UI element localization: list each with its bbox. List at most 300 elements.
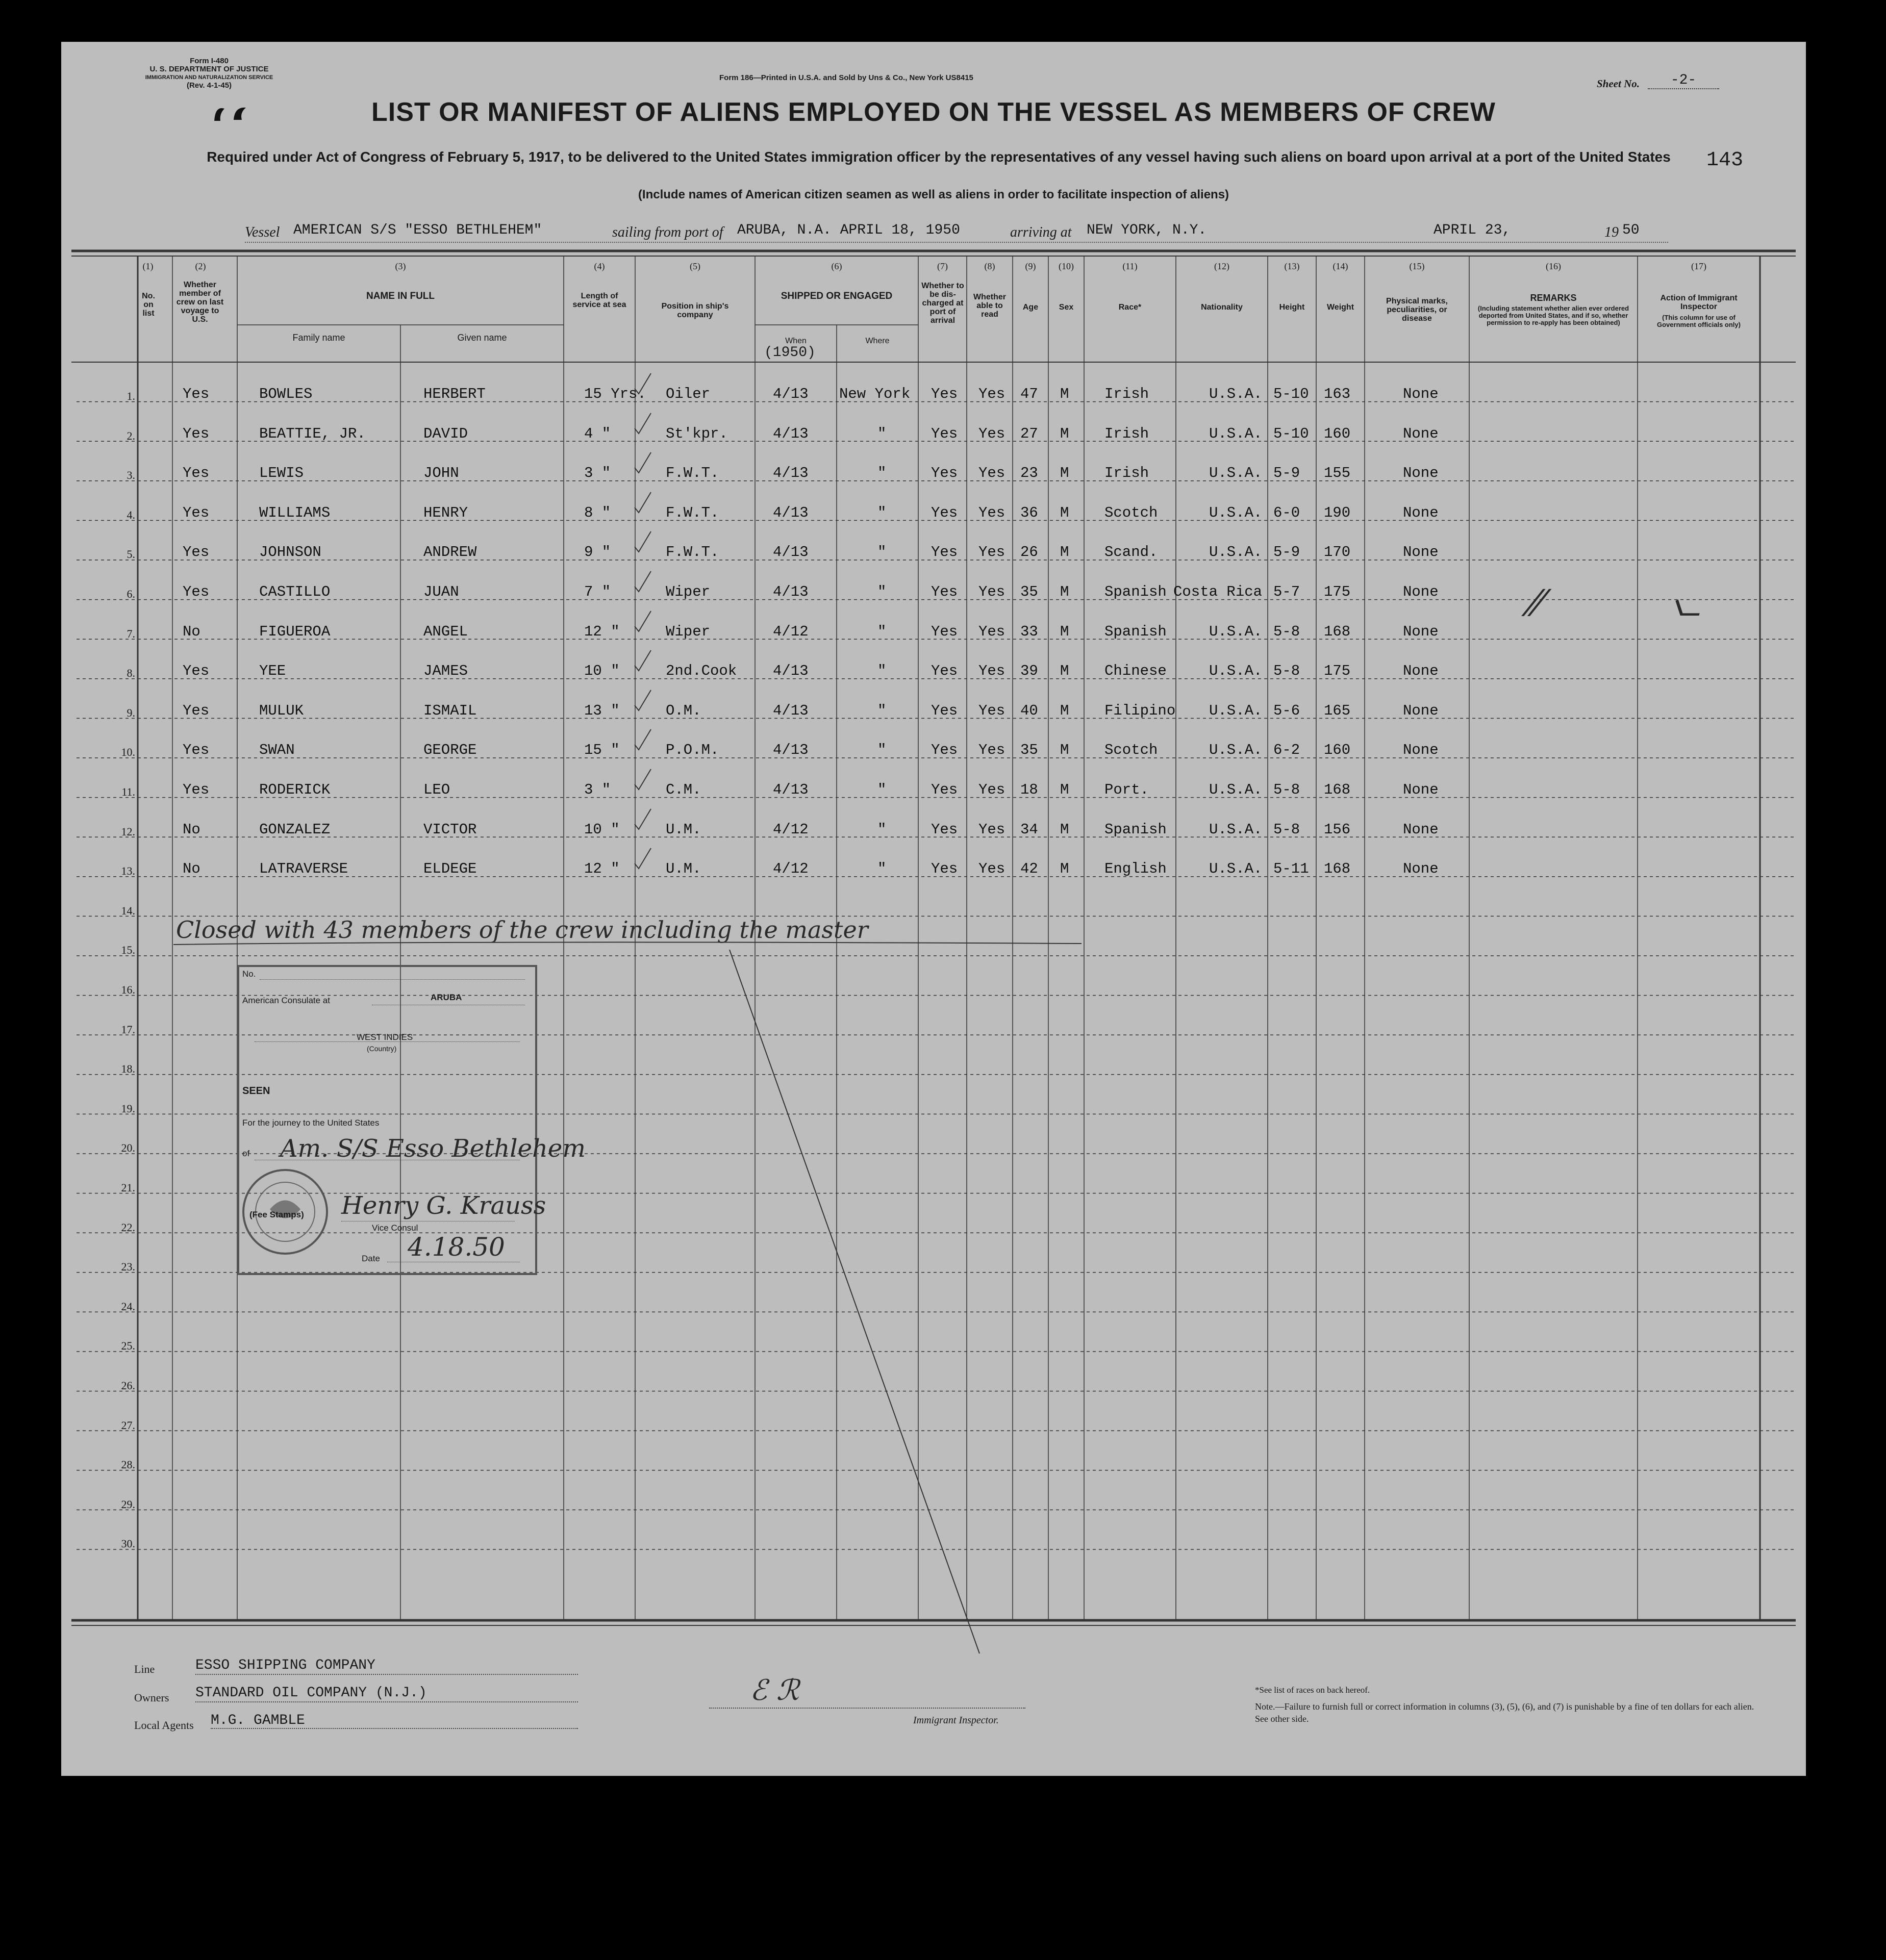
age-cell: 36 [1020, 504, 1038, 521]
shipped-where-cell: " [877, 544, 887, 561]
row-number: 28. [121, 1458, 135, 1471]
race-cell: Spanish [1104, 821, 1167, 838]
column-number: (4) [594, 261, 605, 271]
stamp-consulate-label: American Consulate at [242, 996, 330, 1005]
row-number: 5. [127, 548, 135, 561]
nationality-cell: U.S.A. [1209, 663, 1263, 680]
service-length-cell: 3 " [584, 465, 611, 482]
arrival-date: APRIL 23, [1434, 222, 1511, 238]
discharged-cell: Yes [931, 821, 958, 838]
race-cell: Scotch [1104, 742, 1158, 759]
discharged-cell: Yes [931, 386, 958, 402]
weight-cell: 175 [1324, 663, 1351, 680]
race-cell: Spanish [1104, 623, 1167, 640]
row-number: 24. [121, 1300, 135, 1313]
column-number: (13) [1284, 261, 1300, 271]
race-cell: Irish [1104, 465, 1149, 482]
row-number: 7. [127, 627, 135, 640]
races-note: *See list of races on back hereof. [1255, 1685, 1370, 1695]
able-to-read-cell: Yes [978, 742, 1005, 759]
shipped-when-cell: 4/13 [773, 544, 809, 561]
age-cell: 40 [1020, 702, 1038, 719]
column-header-nationality: Nationality [1201, 303, 1243, 312]
age-cell: 47 [1020, 386, 1038, 402]
owners-label: Owners [134, 1691, 169, 1704]
physical-marks-cell: None [1403, 544, 1439, 561]
height-cell: 5-9 [1273, 544, 1300, 561]
able-to-read-cell: Yes [978, 504, 1005, 521]
previous-voyage-cell: Yes [183, 742, 210, 759]
stamp-country-label: (Country) [367, 1045, 397, 1053]
weight-cell: 168 [1324, 623, 1351, 640]
previous-voyage-cell: Yes [183, 386, 210, 402]
previous-voyage-cell: Yes [183, 583, 210, 600]
shipped-where-cell: " [877, 781, 887, 798]
nationality-cell: U.S.A. [1209, 465, 1263, 482]
able-to-read-cell: Yes [978, 465, 1005, 482]
sex-cell: M [1060, 821, 1069, 838]
stamp-of-label: of [242, 1149, 250, 1158]
shipped-when-cell: 4/12 [773, 821, 809, 838]
manifest-page [61, 42, 1806, 1776]
age-cell: 34 [1020, 821, 1038, 838]
height-cell: 5-8 [1273, 623, 1300, 640]
age-cell: 39 [1020, 663, 1038, 680]
height-cell: 5-8 [1273, 821, 1300, 838]
stamp-journey: For the journey to the United States [242, 1118, 380, 1128]
stamp-vessel-handwritten: Am. S/S Esso Bethlehem [280, 1134, 586, 1163]
check-mark-icon [633, 807, 653, 832]
column-header-service-length: Length of service at sea [572, 292, 626, 309]
agents-label: Local Agents [134, 1719, 194, 1732]
position-cell: F.W.T. [666, 465, 719, 482]
previous-voyage-cell: No [183, 860, 200, 878]
closing-note: Closed with 43 members of the crew including the master [176, 916, 868, 944]
position-cell: U.M. [666, 860, 701, 878]
height-cell: 5-9 [1273, 465, 1300, 482]
row-number: 23. [121, 1260, 135, 1274]
column-header-shipped: SHIPPED OR ENGAGED [781, 291, 893, 301]
position-cell: F.W.T. [666, 504, 719, 521]
sex-cell: M [1060, 425, 1069, 442]
weight-cell: 160 [1324, 742, 1351, 759]
weight-cell: 156 [1324, 821, 1351, 838]
given-name-cell: HERBERT [423, 386, 486, 402]
physical-marks-cell: None [1403, 386, 1439, 402]
shipped-where-cell: " [877, 702, 887, 719]
check-mark-icon [633, 371, 653, 397]
column-number: (7) [937, 261, 948, 271]
given-name-cell: GEORGE [423, 742, 477, 759]
physical-marks-cell: None [1403, 663, 1439, 680]
vessel-label: Vessel [245, 224, 280, 240]
previous-voyage-cell: No [183, 821, 200, 838]
family-name-cell: LATRAVERSE [259, 860, 348, 878]
shipped-when-cell: 4/13 [773, 663, 809, 680]
weight-cell: 165 [1324, 702, 1351, 719]
shipped-where-cell: " [877, 425, 887, 442]
column-number: (5) [690, 261, 700, 271]
family-name-cell: SWAN [259, 742, 295, 759]
stamp-consulate-place: ARUBA [431, 992, 462, 1002]
closing-underline [173, 939, 1092, 950]
family-name-cell: CASTILLO [259, 583, 331, 600]
inspector-initials: ⦦ [1671, 582, 1700, 624]
column-header-family-name: Family name [292, 333, 345, 343]
family-name-cell: GONZALEZ [259, 821, 331, 838]
column-header-height: Height [1279, 303, 1305, 312]
service-length-cell: 12 " [584, 623, 620, 640]
race-cell: Filipino [1104, 702, 1176, 719]
shipped-when-cell: 4/13 [773, 425, 809, 442]
able-to-read-cell: Yes [978, 702, 1005, 719]
given-name-cell: ISMAIL [423, 702, 477, 719]
weight-cell: 163 [1324, 386, 1351, 402]
age-cell: 33 [1020, 623, 1038, 640]
able-to-read-cell: Yes [978, 860, 1005, 878]
check-mark-icon [633, 727, 653, 753]
weight-cell: 190 [1324, 504, 1351, 521]
check-mark-icon [633, 688, 653, 714]
nationality-cell: U.S.A. [1209, 504, 1263, 521]
shipped-when-cell: 4/12 [773, 860, 809, 878]
shipped-where-cell: " [877, 504, 887, 521]
age-cell: 27 [1020, 425, 1038, 442]
owners-value: STANDARD OIL COMPANY (N.J.) [195, 1685, 427, 1701]
previous-voyage-cell: Yes [183, 702, 210, 719]
previous-voyage-cell: Yes [183, 663, 210, 680]
height-cell: 5-11 [1273, 860, 1309, 878]
printer-note: Form 186—Printed in U.S.A. and Sold by Uns & Co., New York US8415 [719, 73, 973, 82]
able-to-read-cell: Yes [978, 781, 1005, 798]
column-header-race: Race* [1118, 303, 1142, 312]
arriving-label: arriving at [1010, 224, 1072, 240]
shipped-when-cell: 4/13 [773, 781, 809, 798]
row-number: 9. [127, 706, 135, 719]
weight-cell: 160 [1324, 425, 1351, 442]
family-name-cell: WILLIAMS [259, 504, 331, 521]
sex-cell: M [1060, 742, 1069, 759]
check-mark-icon [633, 846, 653, 872]
remarks-annotation: ⁄⁄ [1530, 582, 1543, 624]
shipped-where-cell: " [877, 583, 887, 600]
column-header-remarks-note: (Including statement whether alien ever ordered deported from United States, and if so, whether permission to re-apply has been obtained) [1477, 304, 1629, 326]
family-name-cell: MULUK [259, 702, 304, 719]
discharged-cell: Yes [931, 663, 958, 680]
row-number: 3. [127, 469, 135, 482]
race-cell: Irish [1104, 386, 1149, 402]
weight-cell: 168 [1324, 781, 1351, 798]
column-header-physical-marks: Physical marks, peculiarities, or disease [1386, 297, 1448, 323]
position-cell: Wiper [666, 583, 711, 600]
sailing-port: ARUBA, N.A. APRIL 18, 1950 [737, 222, 960, 238]
check-mark-icon [633, 609, 653, 634]
shipped-where-cell: " [877, 623, 887, 640]
sex-cell: M [1060, 702, 1069, 719]
sailing-label: sailing from port of [612, 224, 723, 240]
stamp-number: 143 [1706, 149, 1744, 172]
row-number: 22. [121, 1220, 135, 1234]
column-number: (1) [142, 261, 154, 271]
position-cell: U.M. [666, 821, 701, 838]
arriving-port: NEW YORK, N.Y. [1087, 222, 1207, 238]
age-cell: 35 [1020, 742, 1038, 759]
row-number: 17. [121, 1023, 135, 1036]
consulate-stamp [237, 965, 586, 1275]
column-header-weight: Weight [1326, 303, 1354, 312]
column-number: (2) [195, 261, 206, 271]
page-subnote: (Include names of American citizen seamen as well as aliens in order to facilitate inspection of aliens) [638, 188, 1229, 201]
service-length-cell: 9 " [584, 544, 611, 561]
row-number: 11. [121, 785, 135, 798]
race-cell: English [1104, 860, 1167, 878]
previous-voyage-cell: Yes [183, 504, 210, 521]
discharged-cell: Yes [931, 781, 958, 798]
check-mark-icon [633, 411, 653, 437]
check-mark-icon [633, 490, 653, 516]
check-mark-icon [633, 767, 653, 793]
sex-cell: M [1060, 663, 1069, 680]
nationality-cell: Costa Rica [1173, 583, 1263, 600]
position-cell: Oiler [666, 386, 711, 402]
family-name-cell: YEE [259, 663, 286, 680]
nationality-cell: U.S.A. [1209, 781, 1263, 798]
row-number: 26. [121, 1379, 135, 1392]
discharged-cell: Yes [931, 702, 958, 719]
height-cell: 5-7 [1273, 583, 1300, 600]
row-number: 18. [121, 1062, 135, 1076]
able-to-read-cell: Yes [978, 425, 1005, 442]
height-cell: 5-10 [1273, 386, 1309, 402]
weight-cell: 155 [1324, 465, 1351, 482]
row-number: 30. [121, 1537, 135, 1550]
family-name-cell: LEWIS [259, 465, 304, 482]
weight-cell: 170 [1324, 544, 1351, 561]
sex-cell: M [1060, 386, 1069, 402]
able-to-read-cell: Yes [978, 544, 1005, 561]
column-number: (9) [1025, 261, 1036, 271]
sheet-label: Sheet No. [1597, 78, 1640, 90]
race-cell: Irish [1104, 425, 1149, 442]
page-subtitle: Required under Act of Congress of February 5, 1917, to be delivered to the United States immigration officer by the representatives of any vessel having such aliens on board upon arrival at a port of the United States [207, 149, 1671, 165]
discharged-cell: Yes [931, 465, 958, 482]
shipped-where-cell: New York [839, 386, 911, 402]
sheet-number: -2- [1648, 72, 1719, 89]
previous-voyage-cell: Yes [183, 465, 210, 482]
age-cell: 18 [1020, 781, 1038, 798]
service-length-cell: 15 Yrs. [584, 386, 646, 402]
physical-marks-cell: None [1403, 781, 1439, 798]
agents-value: M.G. GAMBLE [211, 1713, 305, 1728]
nationality-cell: U.S.A. [1209, 821, 1263, 838]
inspector-label: Immigrant Inspector. [913, 1715, 999, 1726]
column-header-inspector-note: (This column for use of Government officials only) [1657, 314, 1741, 328]
age-cell: 35 [1020, 583, 1038, 600]
column-number: (8) [984, 261, 995, 271]
column-header-name: NAME IN FULL [366, 291, 435, 301]
service-length-cell: 15 " [584, 742, 620, 759]
row-number: 15. [121, 944, 135, 957]
row-number: 14. [121, 904, 135, 917]
previous-voyage-cell: No [183, 623, 200, 640]
height-cell: 6-0 [1273, 504, 1300, 521]
column-header-where: Where [865, 337, 890, 345]
stamp-seen: SEEN [242, 1085, 270, 1097]
race-cell: Spanish [1104, 583, 1167, 600]
shipped-where-cell: " [877, 821, 887, 838]
family-name-cell: BEATTIE, JR. [259, 425, 366, 442]
year-suffix: 50 [1622, 222, 1640, 238]
given-name-cell: JAMES [423, 663, 468, 680]
age-cell: 23 [1020, 465, 1038, 482]
nationality-cell: U.S.A. [1209, 860, 1263, 878]
physical-marks-cell: None [1403, 465, 1439, 482]
race-cell: Port. [1104, 781, 1149, 798]
row-number: 20. [121, 1141, 135, 1155]
physical-marks-cell: None [1403, 623, 1439, 640]
column-header-list-number: No. on list [142, 292, 155, 318]
column-header-remarks: REMARKS [1530, 293, 1577, 303]
row-number: 21. [121, 1181, 135, 1194]
column-number: (10) [1059, 261, 1074, 271]
service-length-cell: 7 " [584, 583, 611, 600]
discharged-cell: Yes [931, 860, 958, 878]
physical-marks-cell: None [1403, 860, 1439, 878]
service-length-cell: 12 " [584, 860, 620, 878]
stamp-no-label: No. [242, 969, 256, 979]
service-length-cell: 3 " [584, 781, 611, 798]
discharged-cell: Yes [931, 425, 958, 442]
race-cell: Scand. [1104, 544, 1158, 561]
shipped-where-cell: " [877, 663, 887, 680]
given-name-cell: VICTOR [423, 821, 477, 838]
column-number: (6) [831, 261, 842, 271]
check-mark-icon [633, 450, 653, 476]
sex-cell: M [1060, 583, 1069, 600]
given-name-cell: LEO [423, 781, 450, 798]
position-cell: St'kpr. [666, 425, 728, 442]
given-name-cell: DAVID [423, 425, 468, 442]
height-cell: 5-10 [1273, 425, 1309, 442]
column-number: (12) [1214, 261, 1229, 271]
consul-signature: Henry G. Krauss [341, 1191, 546, 1220]
stamp-date: 4.18.50 [408, 1232, 505, 1262]
row-number: 4. [127, 508, 135, 521]
discharged-cell: Yes [931, 742, 958, 759]
stamp-fee-label: (Fee Stamps) [249, 1210, 304, 1219]
given-name-cell: ANDREW [423, 544, 477, 561]
diagonal-strike-line [724, 950, 990, 1664]
check-mark-icon [633, 569, 653, 595]
service-length-cell: 10 " [584, 663, 620, 680]
able-to-read-cell: Yes [978, 821, 1005, 838]
position-cell: C.M. [666, 781, 701, 798]
column-number: (14) [1332, 261, 1348, 271]
row-number: 16. [121, 983, 135, 996]
given-name-cell: ELDEGE [423, 860, 477, 878]
department-name: U. S. DEPARTMENT OF JUSTICE [149, 65, 269, 73]
position-cell: O.M. [666, 702, 701, 719]
given-name-cell: ANGEL [423, 623, 468, 640]
shipped-when-cell: 4/13 [773, 702, 809, 719]
stamp-country: WEST INDIES [357, 1032, 413, 1042]
year-prefix: 19 [1604, 224, 1619, 240]
service-length-cell: 4 " [584, 425, 611, 442]
revision-date: (Rev. 4-1-45) [186, 81, 232, 90]
able-to-read-cell: Yes [978, 386, 1005, 402]
nationality-cell: U.S.A. [1209, 623, 1263, 640]
row-number: 13. [121, 864, 135, 878]
row-number: 12. [121, 825, 135, 838]
discharged-cell: Yes [931, 583, 958, 600]
service-length-cell: 10 " [584, 821, 620, 838]
height-cell: 6-2 [1273, 742, 1300, 759]
row-number: 8. [127, 667, 135, 680]
service-name: IMMIGRATION AND NATURALIZATION SERVICE [145, 74, 273, 81]
previous-voyage-cell: Yes [183, 781, 210, 798]
stamp-vice-consul: Vice Consul [372, 1223, 418, 1233]
physical-marks-cell: None [1403, 425, 1439, 442]
page-title: LIST OR MANIFEST OF ALIENS EMPLOYED ON THE VESSEL AS MEMBERS OF CREW [371, 97, 1496, 127]
column-header-discharged: Whether to be dis-charged at port of arrival [921, 282, 964, 325]
sex-cell: M [1060, 544, 1069, 561]
family-name-cell: FIGUEROA [259, 623, 331, 640]
service-length-cell: 8 " [584, 504, 611, 521]
able-to-read-cell: Yes [978, 663, 1005, 680]
race-cell: Scotch [1104, 504, 1158, 521]
weight-cell: 168 [1324, 860, 1351, 878]
discharged-cell: Yes [931, 623, 958, 640]
row-number: 1. [127, 390, 135, 402]
discharged-cell: Yes [931, 504, 958, 521]
penalty-note: Note.—Failure to furnish full or correct information in columns (3), (5), (6), and (7) is punishable by a fine of ten dollars for each alien. See other side. [1255, 1701, 1754, 1724]
column-number: (17) [1691, 261, 1706, 271]
height-cell: 5-8 [1273, 781, 1300, 798]
nationality-cell: U.S.A. [1209, 702, 1263, 719]
age-cell: 26 [1020, 544, 1038, 561]
given-name-cell: JOHN [423, 465, 459, 482]
sex-cell: M [1060, 623, 1069, 640]
given-name-cell: HENRY [423, 504, 468, 521]
form-number: Form I-480 [190, 57, 229, 65]
shipped-when-cell: 4/13 [773, 504, 809, 521]
shipped-when-cell: 4/13 [773, 583, 809, 600]
column-header-inspector-action: Action of Immigrant Inspector [1660, 294, 1738, 311]
position-cell: Wiper [666, 623, 711, 640]
physical-marks-cell: None [1403, 583, 1439, 600]
race-cell: Chinese [1104, 663, 1167, 680]
physical-marks-cell: None [1403, 742, 1439, 759]
age-cell: 42 [1020, 860, 1038, 878]
nationality-cell: U.S.A. [1209, 742, 1263, 759]
column-number: (11) [1122, 261, 1138, 271]
position-cell: F.W.T. [666, 544, 719, 561]
family-name-cell: BOWLES [259, 386, 313, 402]
row-number: 29. [121, 1497, 135, 1511]
row-number: 2. [127, 429, 135, 442]
check-mark-icon [633, 648, 653, 674]
row-number: 10. [121, 746, 135, 759]
shipped-year: (1950) [764, 345, 816, 361]
physical-marks-cell: None [1403, 821, 1439, 838]
column-header-read: Whether able to read [973, 293, 1006, 319]
vessel-name: AMERICAN S/S "ESSO BETHLEHEM" [293, 222, 542, 238]
sex-cell: M [1060, 860, 1069, 878]
discharged-cell: Yes [931, 544, 958, 561]
shipped-when-cell: 4/13 [773, 742, 809, 759]
physical-marks-cell: None [1403, 504, 1439, 521]
nationality-cell: U.S.A. [1209, 544, 1263, 561]
